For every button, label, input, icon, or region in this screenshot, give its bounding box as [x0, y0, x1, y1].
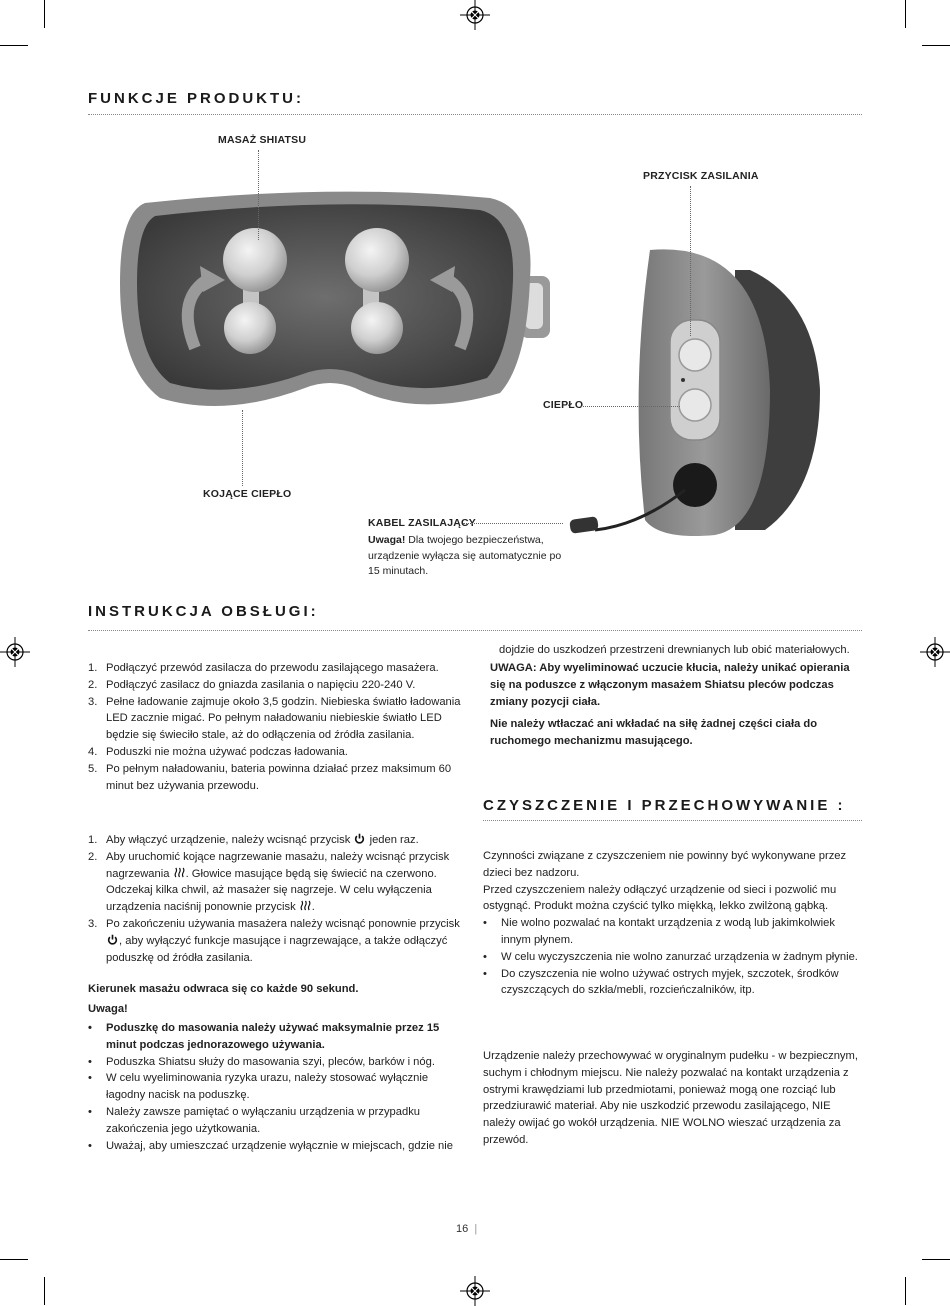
leader-line [690, 186, 691, 336]
registration-mark-icon [920, 637, 950, 667]
list-item: • Należy zawsze pamiętać o wyłączaniu urządzenia w przypadku zakończenia jego użytkowania. [88, 1105, 421, 1135]
note-bold: Uwaga! [368, 534, 406, 546]
registration-mark-icon [0, 637, 30, 667]
crop-mark [0, 45, 28, 46]
note-text: Dla twojego bezpieczeństwa, urządzenie wyłącza się automatycznie po 15 minutach. [368, 534, 562, 577]
cleaning-title: CZYSZCZENIE I PRZECHOWYWANIE : [483, 797, 846, 814]
label-power-cable: KABEL ZASILAJĄCY [368, 517, 477, 529]
list-item: 2. Podłączyć zasilacz do gniazda zasilania o napięciu 220-240 V. [88, 678, 416, 691]
operation-steps [88, 832, 468, 966]
charging-steps [88, 660, 468, 794]
label-power-button: PRZYCISK ZASILANIA [643, 170, 759, 182]
power-icon [107, 934, 118, 945]
crop-mark [44, 1277, 45, 1305]
crop-mark [0, 1259, 28, 1260]
list-item: • W celu wyczyszczenia nie wolno zanurzać urządzenia w żadnym płynie. [483, 950, 858, 963]
list-item: 3. Pełne ładowanie zajmuje około 3,5 godzin. Niebieska światło ładowania LED zacznie migać. Po pełnym naładowaniu niebieskie światło LED będzie się świeciło stale, aż do odłączenia od źródła zasilania. [88, 695, 461, 742]
caution-2: Nie należy wtłaczać ani wkładać na siłę żadnej części ciała do ruchomego mechanizmu masującego. [490, 718, 818, 747]
crop-mark [905, 0, 906, 28]
divider [483, 820, 862, 821]
list-item: • Poduszkę do masowania należy używać maksymalnie przez 15 minut podczas jednorazowego używania. [88, 1022, 440, 1051]
list-item: • Do czyszczenia nie wolno używać ostrych myjek, szczotek, środków czyszczących do szkła/mebli, rozcieńczalników, itp. [483, 967, 839, 997]
list-item: • Uważaj, aby umieszczać urządzenie wyłącznie w miejscach, gdzie nie [88, 1139, 453, 1152]
label-soothing-heat: KOJĄCE CIEPŁO [203, 488, 292, 500]
leader-line [463, 523, 563, 524]
label-heat: CIEPŁO [543, 399, 584, 411]
crop-mark [922, 1259, 950, 1260]
features-title: FUNKCJE PRODUKTU: [88, 90, 304, 107]
massage-pillow-side-illustration [565, 240, 830, 540]
cleaning-paragraph: Przed czyszczeniem należy odłączyć urządzenie od sieci i pozwolić mu ostygnąć. Produkt można czyścić tylko miękką, lekko zwilżoną gąbką. [483, 883, 837, 913]
list-item: 4. Poduszki nie można używać podczas ładowania. [88, 745, 348, 758]
registration-mark-icon [460, 0, 490, 30]
instructions-title: INSTRUKCJA OBSŁUGI: [88, 603, 319, 620]
leader-line [258, 150, 259, 240]
list-item: 2. Aby uruchomić kojące nagrzewanie masażu, należy wcisnąć przycisk nagrzewania . Głowice masujące będą się świecić na czerwono. Odczekaj kilka chwil, aż masażer się nagrzeje. W celu wyłączenia urządzenia naciśnij ponownie przycisk . [88, 850, 450, 914]
page-footer [456, 1223, 477, 1235]
footer-separator: | [474, 1223, 478, 1235]
crop-mark [44, 0, 45, 28]
massage-pillow-front-illustration [115, 188, 555, 418]
power-icon [354, 833, 365, 844]
auto-off-note [368, 533, 568, 580]
list-item: 3. Po zakończeniu używania masażera należy wcisnąć ponownie przycisk , aby wyłączyć funkcje masujące i nagrzewające, a także odłączyć poduszkę od źródła zasilania. [88, 917, 460, 964]
page-number: 16 [456, 1223, 469, 1235]
warning-title: Uwaga! [88, 1003, 128, 1015]
list-item: 1. Aby włączyć urządzenie, należy wcisnąć przycisk jeden raz. [88, 834, 419, 846]
heat-icon [174, 867, 185, 878]
cleaning-paragraph: Czynności związane z czyszczeniem nie powinny być wykonywane przez dzieci bez nadzoru. [483, 850, 847, 879]
caution-1: UWAGA: Aby wyeliminować uczucie kłucia, należy unikać opierania się na poduszce z włączonym masażem Shiatsu pleców podczas zmiany pozycji ciała. [490, 662, 850, 708]
warning-continuation: dojdzie do uszkodzeń przestrzeni drewnianych lub obić materiałowych. [499, 644, 850, 656]
label-shiatsu: MASAŻ SHIATSU [218, 134, 307, 146]
list-item: • W celu wyeliminowania ryzyka urazu, należy stosować wyłącznie łagodny nacisk na poduszkę. [88, 1072, 429, 1102]
divider [88, 114, 862, 115]
storage-text: Urządzenie należy przechowywać w oryginalnym pudełku - w bezpiecznym, suchym i chłodnym miejscu. Nie należy pozwalać na kontakt urządzenia z ostrymi krawędziami lub przedmiotami, ponieważ mogą one rozciąć lub przedziurawić materiał. Aby nie uszkodzić przewodu zasilającego, NIE należy owijać go wokół urządzenia. NIE WOLNO wieszać urządzenia za przewód. [483, 1050, 858, 1146]
leader-line [580, 406, 680, 407]
list-item: • Nie wolno pozwalać na kontakt urządzenia z wodą lub jakimkolwiek innym płynem. [483, 917, 835, 946]
heat-icon [300, 900, 311, 911]
list-item: 5. Po pełnym naładowaniu, bateria powinna działać przez maksimum 60 minut bez używania przewodu. [88, 762, 452, 792]
list-item: • Poduszka Shiatsu służy do masowania szyi, pleców, barków i nóg. [88, 1055, 435, 1068]
direction-note: Kierunek masażu odwraca się co każde 90 sekund. [88, 983, 359, 995]
divider [88, 630, 862, 631]
registration-mark-icon [460, 1276, 490, 1306]
crop-mark [905, 1277, 906, 1305]
leader-line [242, 410, 243, 486]
cleaning-text [483, 848, 861, 999]
list-item: 1. Podłączyć przewód zasilacza do przewodu zasilającego masażera. [88, 662, 439, 674]
warning-list [88, 1020, 468, 1154]
crop-mark [922, 45, 950, 46]
